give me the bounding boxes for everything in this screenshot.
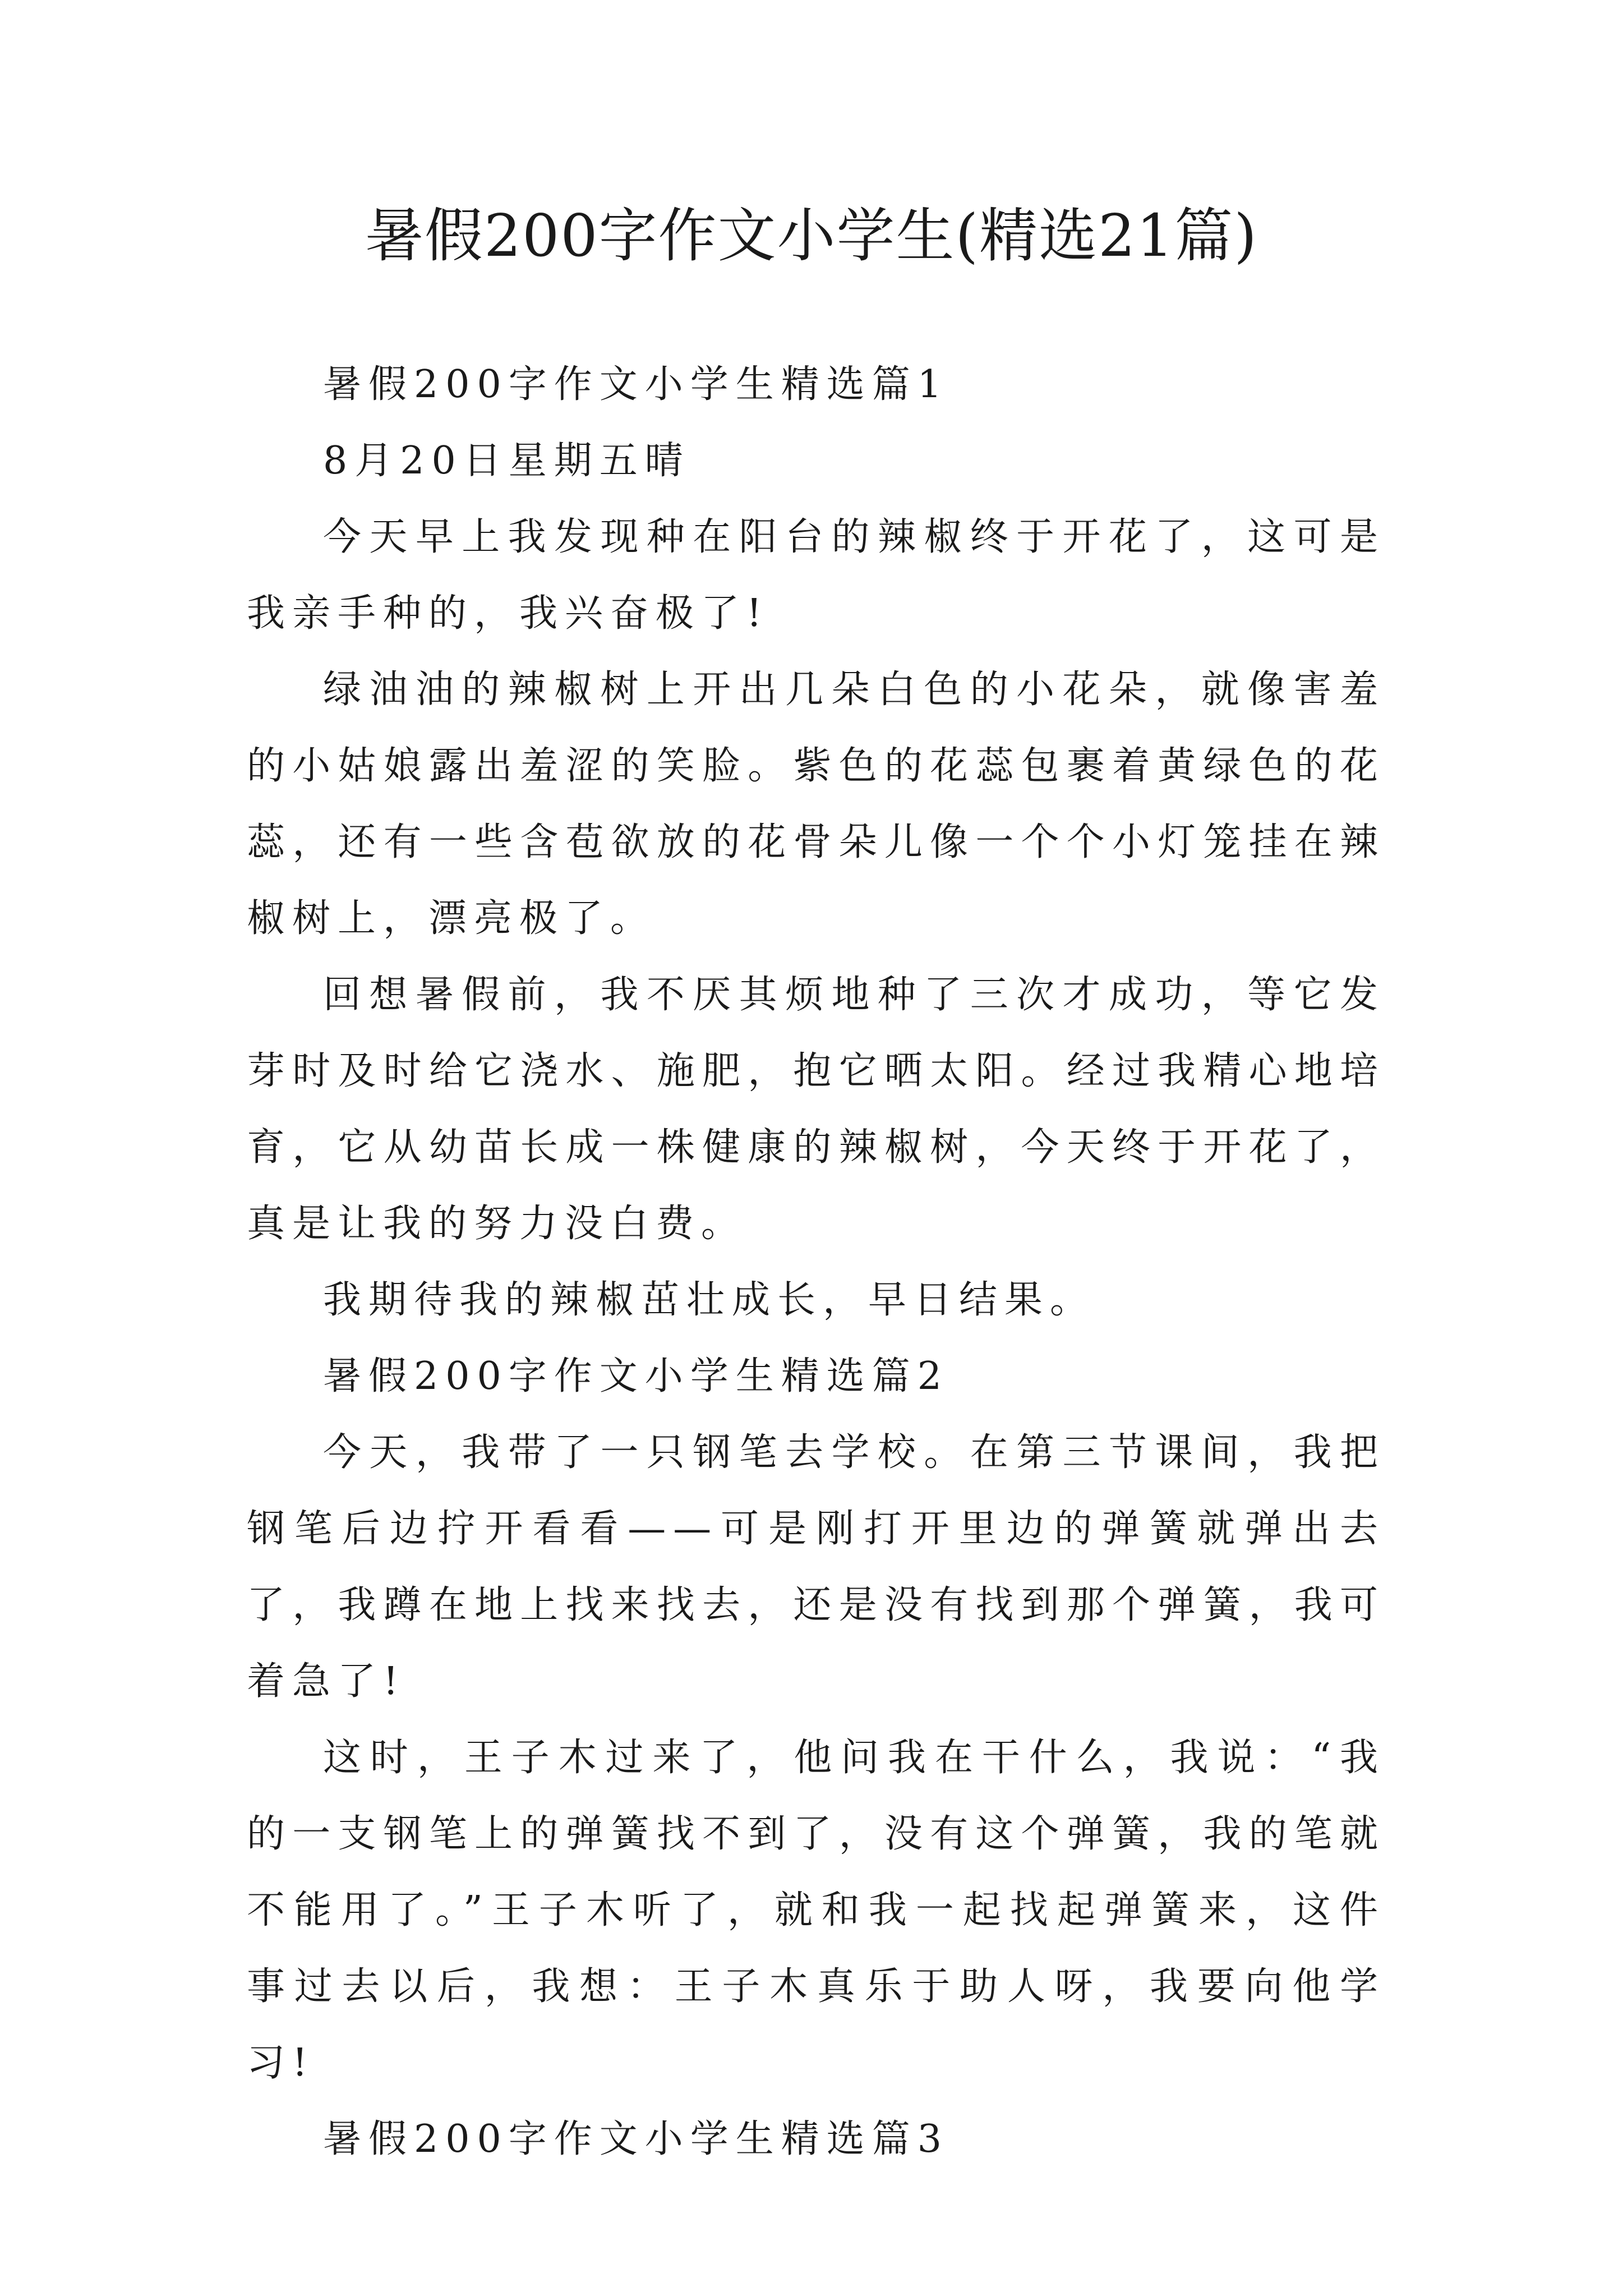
paragraph: 绿油油的辣椒树上开出几朵白色的小花朵，就像害羞的小姑娘露出羞涩的笑脸。紫色的花蕊包裹着黄绿色的花蕊，还有一些含苞欲放的花骨朵儿像一个个小灯笼挂在辣椒树上，漂亮极了。: [247, 668, 1385, 941]
paragraph: 今天，我带了一只钢笔去学校。在第三节课间，我把钢笔后边拧开看看——可是刚打开里边的弹簧就弹出去了，我蹲在地上找来找去，还是没有找到那个弹簧，我可着急了!: [247, 1430, 1385, 1704]
paragraph: 这时，王子木过来了，他问我在干什么，我说：“我的一支钢笔上的弹簧找不到了，没有这个弹簧，我的笔就不能用了。”王子木听了，就和我一起找起弹簧来，这件事过去以后，我想：王子木真乐于助人呀，我要向他学习!: [247, 1736, 1385, 2085]
paragraph: 回想暑假前，我不厌其烦地种了三次才成功，等它发芽时及时给它浇水、施肥，抱它晒太阳。经过我精心地培育，它从幼苗长成一株健康的辣椒树，今天终于开花了，真是让我的努力没白费。: [247, 973, 1385, 1246]
paragraph: 我期待我的辣椒茁壮成长，早日结果。: [323, 1278, 1096, 1322]
section-heading-2: 暑假200字作文小学生精选篇2: [323, 1354, 949, 1398]
document-title: 暑假200字作文小学生(精选21篇): [365, 201, 1258, 270]
document-body: [247, 347, 1385, 2178]
diary-date-line: 8月20日星期五晴: [323, 439, 690, 483]
section-heading-3: 暑假200字作文小学生精选篇3: [323, 2117, 949, 2161]
section-heading-1: 暑假200字作文小学生精选篇1: [323, 362, 949, 407]
paragraph: 今天早上我发现种在阳台的辣椒终于开花了，这可是我亲手种的，我兴奋极了!: [247, 515, 1385, 636]
